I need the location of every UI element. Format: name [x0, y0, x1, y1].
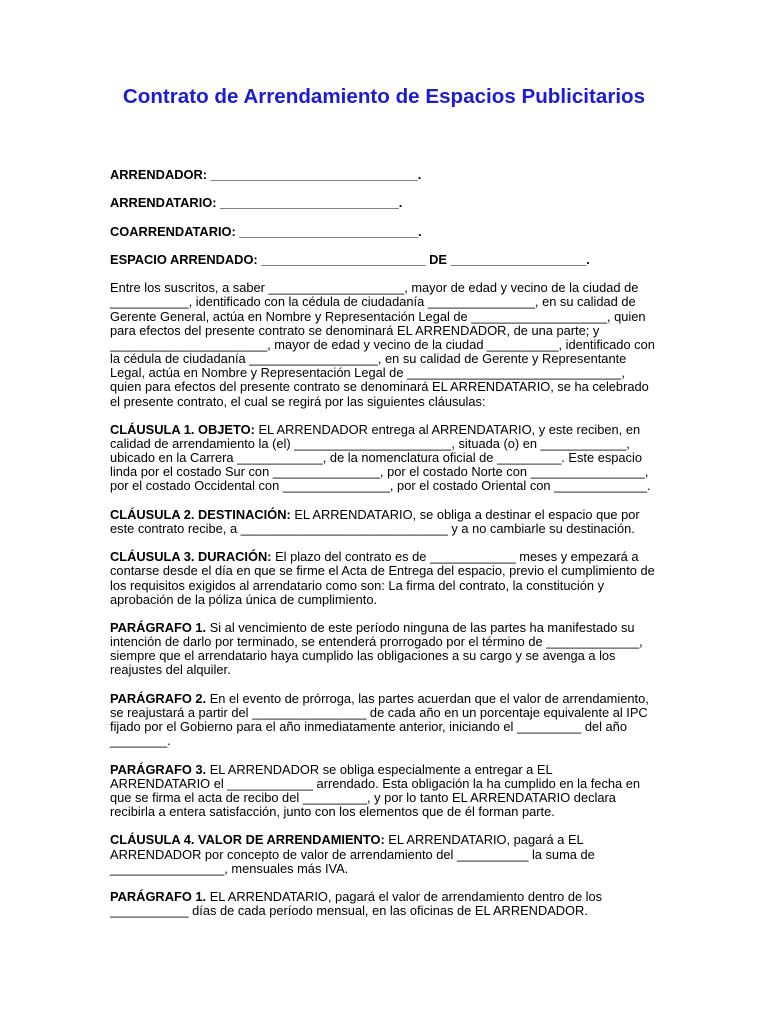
field-blank: _____________________________. — [210, 167, 422, 182]
text-line — [110, 621, 710, 635]
clause-heading: PARÁGRAFO 1. — [110, 888, 207, 904]
clause-heading: CLÁUSULA 2. DESTINACIÓN: — [110, 506, 291, 522]
text-line: ARRENDADOR por concepto de valor de arrendamiento del __________ la suma de — [110, 846, 595, 862]
text-line: siempre que el arrendatario haya cumplido las obligaciones a su cargo y se avenga a los — [110, 648, 616, 664]
text-line — [110, 692, 710, 706]
clause-heading: CLÁUSULA 3. DURACIÓN: — [110, 549, 272, 565]
text-line: ___________ días de cada período mensual, en las oficinas de EL ARRENDADOR. — [110, 903, 588, 919]
text-line: este contrato recibe, a _____________________________ y a no cambiarle su destinación. — [110, 520, 635, 536]
text-line: ______________________, mayor de edad y vecino de la ciudad __________, identificado con — [110, 336, 655, 352]
text-line: reajustes del alquiler. — [110, 662, 231, 678]
text-line: para efectos del presente contrato se denominará EL ARRENDADOR, de una parte; y — [110, 322, 600, 338]
text-line: recibirla a entera satisfacción, junto con los elementos que de él forman parte. — [110, 804, 555, 820]
text-line: linda por el costado Sur con _______________, por el costado Norte con ________________, — [110, 464, 649, 480]
text-line: ARRENDATARIO el ____________ arrendado. Esta obligación la ha cumplido en la fecha en — [110, 775, 641, 791]
clause-heading: PARÁGRAFO 3. — [110, 761, 207, 777]
clausula-3-duracion — [110, 550, 710, 607]
document-body — [110, 168, 710, 932]
clausula-4-paragrafo-1 — [110, 890, 710, 918]
text-line: la cédula de ciudadanía __________________, en su calidad de Gerente y Representante — [110, 351, 627, 367]
clausula-1-objeto — [110, 423, 710, 494]
paragrafo-1 — [110, 621, 710, 678]
text-line: intención de darlo por terminado, se entenderá prorrogado por el término de _____________, — [110, 634, 643, 650]
field-blank: _________________________. — [239, 223, 422, 239]
text-line: contarse desde el día en que se firme el Acta de Entrega del espacio, previo el cumplimiento de — [110, 563, 655, 579]
line-text: En el evento de prórroga, las partes acuerdan que el valor de arrendamiento, — [209, 690, 649, 706]
line-text: EL ARRENDATARIO, se obliga a destinar el espacio que por — [294, 506, 640, 522]
field-label: ESPACIO ARRENDADO: — [110, 251, 258, 267]
text-line — [110, 833, 710, 847]
field-coarrendatario — [110, 225, 710, 239]
text-line: fijado por el Gobierno para el año inmediatamente anterior, iniciando el _________ del año — [110, 719, 627, 735]
clause-heading: CLÁUSULA 1. OBJETO: — [110, 421, 255, 437]
clausula-2-destinacion — [110, 508, 710, 536]
line-text: EL ARRENDATARIO, pagará a EL — [388, 832, 584, 848]
text-line: aprobación de la póliza única de cumplimiento. — [110, 591, 378, 607]
paragrafo-2 — [110, 692, 710, 749]
document-title: Contrato de Arrendamiento de Espacios Publicitarios — [122, 85, 646, 108]
text-line: calidad de arrendamiento la (el) ______________________, situada (o) en ____________, — [110, 435, 630, 451]
field-arrendatario — [110, 196, 710, 210]
text-line: ________. — [110, 733, 171, 749]
clause-heading: PARÁGRAFO 1. — [110, 620, 207, 635]
line-text: Si al vencimiento de este período ninguna de las partes ha manifestado su — [209, 620, 635, 635]
text-line: quien para efectos del presente contrato se denominará EL ARRENDATARIO, se ha celebrado — [110, 379, 649, 395]
line-text: El plazo del contrato es de ____________ meses y empezará a — [275, 549, 639, 565]
field-blank: _________________________. — [220, 195, 403, 211]
clause-heading: PARÁGRAFO 2. — [110, 690, 207, 706]
text-line — [110, 508, 710, 522]
text-line: que se firma el acta de recibo del _________, y por lo tanto EL ARRENDATARIO declara — [110, 789, 616, 805]
line-text: EL ARRENDATARIO, pagará el valor de arrendamiento dentro de los — [209, 888, 603, 904]
text-line — [110, 763, 710, 777]
text-line: el presente contrato, el cual se regirá por las siguientes cláusulas: — [110, 393, 486, 409]
text-line — [110, 423, 710, 437]
field-label: ARRENDADOR: — [110, 167, 208, 182]
text-line: Entre los suscritos, a saber ___________________, mayor de edad y vecino de la ciudad de — [110, 280, 639, 296]
line-text: EL ARRENDADOR se obliga especialmente a entregar a EL — [209, 761, 553, 777]
field-blank: _______________________ DE ___________________. — [261, 251, 590, 267]
paragrafo-3 — [110, 763, 710, 820]
text-line: ________________, mensuales más IVA. — [110, 860, 349, 876]
text-line: los requisitos exigidos al arrendatario como son: La firma del contrato, la constitución y — [110, 577, 605, 593]
text-line: Gerente General, actúa en Nombre y Representación Legal de ___________________, quien — [110, 308, 646, 324]
text-line: Legal, actúa en Nombre y Representación Legal de ______________________________, — [110, 365, 625, 381]
text-line — [110, 550, 710, 564]
field-label: COARRENDATARIO: — [110, 223, 236, 239]
field-label: ARRENDATARIO: — [110, 195, 217, 211]
field-espacio-arrendado — [110, 253, 710, 267]
clause-heading: CLÁUSULA 4. VALOR DE ARRENDAMIENTO: — [110, 832, 385, 848]
text-line: por el costado Occidental con _______________, por el costado Oriental con _____________. — [110, 478, 651, 494]
field-arrendador — [110, 168, 710, 182]
clausula-4-valor-arrendamiento — [110, 833, 710, 875]
text-line — [110, 890, 710, 904]
text-line: ubicado en la Carrera ____________, de la nomenclatura oficial de _________. Este espacio — [110, 450, 642, 466]
text-line: ___________, identificado con la cédula de ciudadanía _______________, en su calidad de — [110, 294, 636, 310]
intro-paragraph — [110, 281, 710, 408]
text-line: se reajustará a partir del ________________ de cada año en un porcentaje equivalente al IPC — [110, 704, 648, 720]
line-text: EL ARRENDADOR entrega al ARRENDATARIO, y este reciben, en — [258, 421, 641, 437]
